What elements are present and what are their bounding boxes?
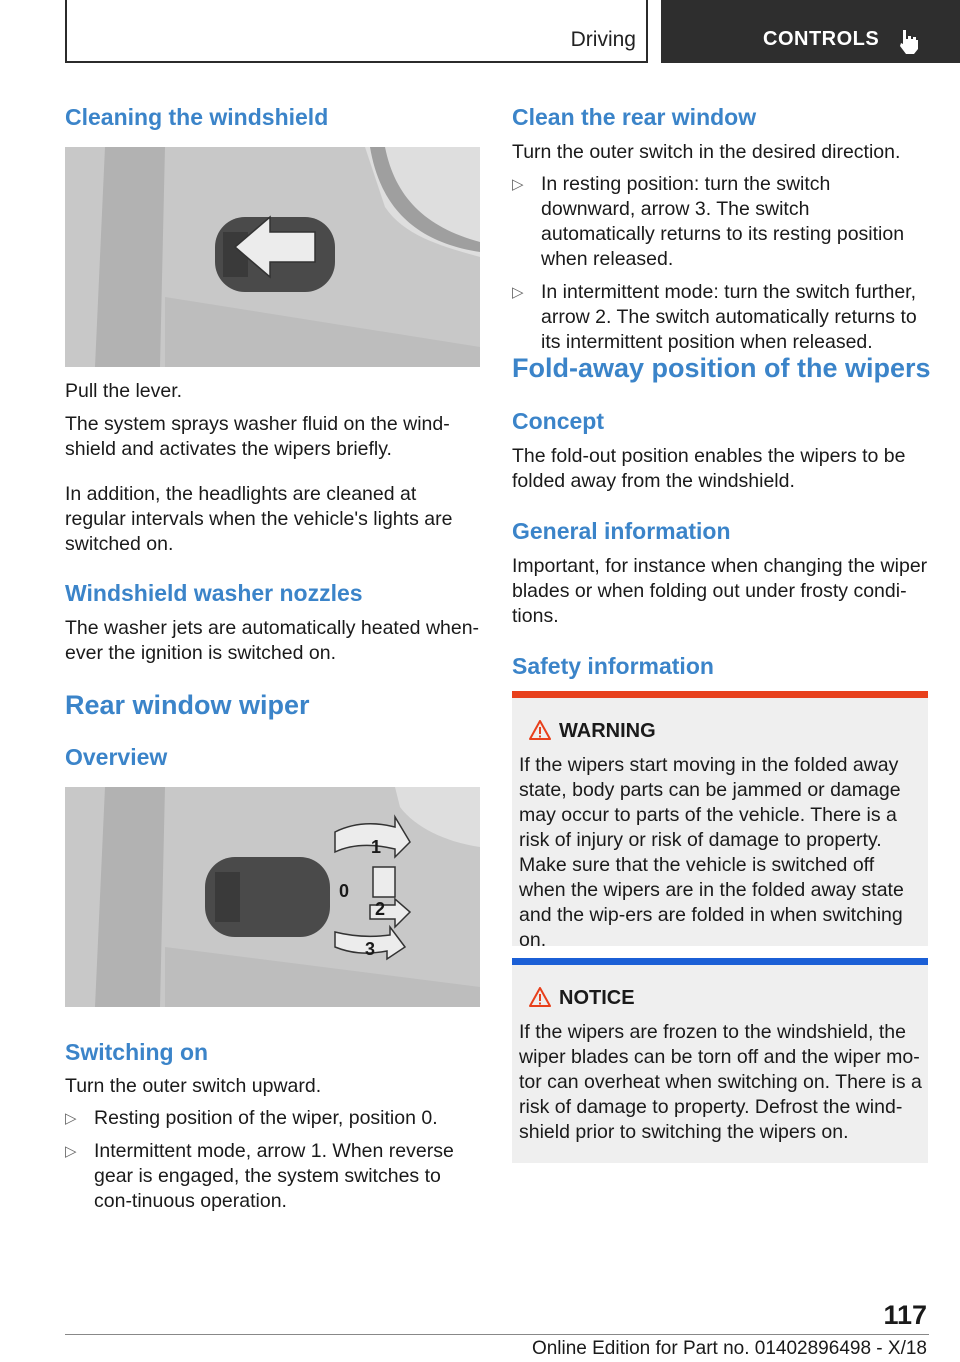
figure-label-2: 2 — [375, 899, 386, 919]
foldaway-heading: Fold-away position of the wipers — [512, 353, 931, 383]
list-item — [512, 280, 928, 355]
list-item — [65, 1139, 480, 1214]
safety-info-heading: Safety information — [512, 653, 714, 679]
header-section-label: Driving — [570, 28, 636, 51]
clean-rear-list — [512, 172, 928, 355]
figure-label-0: 0 — [339, 881, 350, 901]
concept-text: The fold-out position enables the wipers to be folded away from the windshield. — [512, 445, 906, 492]
sprays-text: The system sprays washer fluid on the wind-shield and activates the wipers briefly. — [65, 413, 450, 460]
list-item-text: In intermittent mode: turn the switch further, arrow 2. The switch automatically returns to its intermittent position when released. — [541, 281, 917, 353]
list-item-text: Intermittent mode, arrow 1. When reverse gear is engaged, the system switches to con-tinuous operation. — [94, 1140, 454, 1212]
switching-on-list — [65, 1106, 480, 1214]
rear-wiper-illustration — [65, 787, 480, 1007]
notice-bar — [512, 958, 928, 965]
concept-heading: Concept — [512, 408, 604, 434]
general-info-text: Important, for instance when changing the wiper blades or when folding out under frosty condi-tions. — [512, 555, 928, 627]
notice-text: If the wipers are frozen to the windshield, the wiper blades can be torn off and the wiper mo-tor can overheat when switching on. There is a risk of damage to property. Defrost the wind-shield prior to switching the wipers on. — [519, 1021, 922, 1143]
triangle-bullet-icon: ▷ — [65, 1110, 77, 1127]
warning-text: If the wipers start moving in the folded away state, body parts can be jammed or damage may occur to parts of the vehicle. There is a risk of injury or risk of damage to property. Make sure that the vehicle is switched off when the wipers are in the folded away state and the wip-ers are folded in when switching on. — [519, 754, 904, 951]
nozzles-heading: Windshield washer nozzles — [65, 580, 363, 606]
switching-on-text: Turn the outer switch upward. — [65, 1075, 322, 1097]
notice-title: NOTICE — [559, 987, 635, 1009]
list-item-text: Resting position of the wiper, position 0. — [94, 1107, 438, 1129]
triangle-bullet-icon: ▷ — [65, 1143, 77, 1160]
warning-bar — [512, 691, 928, 698]
warning-box — [512, 691, 928, 951]
switching-on-heading: Switching on — [65, 1039, 209, 1065]
notice-box — [512, 958, 928, 1163]
footer-divider — [65, 1334, 929, 1335]
cleaning-heading: Cleaning the windshield — [65, 104, 329, 130]
headlights-text: In addition, the headlights are cleaned at regular intervals when the vehicle's lights are switched on. — [65, 483, 453, 555]
general-info-heading: General information — [512, 518, 731, 544]
lever-pull-figure — [65, 147, 480, 367]
warning-title: WARNING — [559, 720, 656, 742]
rear-wiper-figure — [65, 787, 480, 1007]
lever-pull-illustration — [65, 147, 480, 367]
figure-label-3: 3 — [365, 939, 376, 959]
list-item — [65, 1106, 480, 1131]
clean-rear-heading: Clean the rear window — [512, 104, 757, 130]
pointing-hand-icon — [896, 27, 922, 55]
footer-edition: Online Edition for Part no. 01402896498 - X/18 — [531, 1338, 927, 1359]
header-frame — [65, 0, 648, 63]
page-number: 117 — [883, 1300, 927, 1330]
list-item-text: In resting position: turn the switch downward, arrow 3. The switch automatically returns to its resting position when released. — [541, 173, 905, 270]
header-tab-label: CONTROLS — [763, 28, 880, 50]
clean-rear-text: Turn the outer switch in the desired direction. — [512, 141, 901, 163]
triangle-bullet-icon: ▷ — [512, 176, 524, 193]
header-controls-tab — [661, 0, 960, 63]
nozzles-text: The washer jets are automatically heated when-ever the ignition is switched on. — [65, 617, 480, 664]
warning-triangle-icon — [529, 720, 551, 740]
pull-lever-text: Pull the lever. — [65, 380, 183, 402]
rear-wiper-heading: Rear window wiper — [65, 690, 310, 720]
figure-label-1: 1 — [371, 837, 382, 857]
overview-heading: Overview — [65, 744, 168, 770]
list-item — [512, 172, 928, 272]
triangle-bullet-icon: ▷ — [512, 284, 524, 301]
notice-triangle-icon — [529, 987, 551, 1007]
